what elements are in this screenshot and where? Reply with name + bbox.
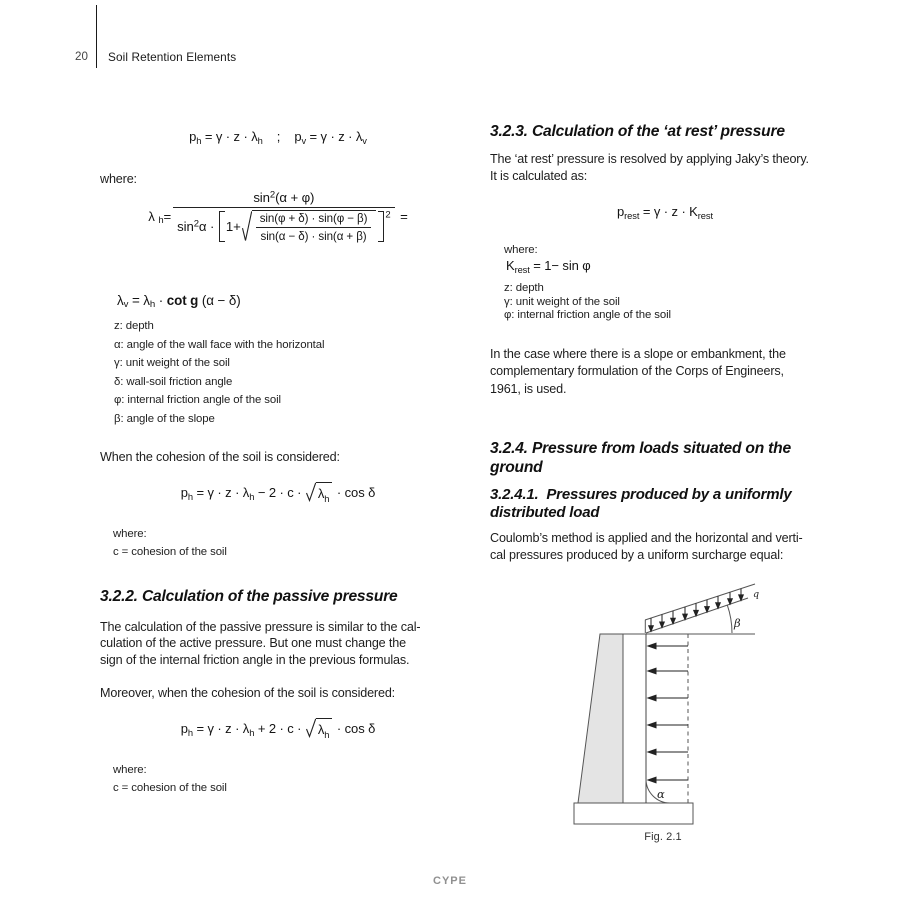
- formula-ph-minus: p h = γ · z · λ h − 2 · c · λ h · cos δ: [100, 482, 456, 502]
- paragraph-line: cal pressures produced by a uniform surcharge equal:: [490, 548, 784, 563]
- paragraph-323: [490, 151, 809, 186]
- formula-lambda-h: λ h = sin 2 (α + φ) sin 2 α · 1+ sin(φ + δ) · sin(φ − β) sin(α − δ) · sin(α + β) 2 =: [148, 189, 408, 243]
- pressure-arrows: [648, 643, 688, 783]
- paragraph-line: It is calculated as:: [490, 169, 588, 184]
- formula-k-rest: K rest = 1− sin φ: [506, 258, 591, 275]
- paragraph-line: complementary formulation of the Corps of Engineers,: [490, 364, 784, 379]
- definition-item: z: depth: [114, 320, 154, 332]
- formula-ph-pv: p h = γ · z · λ h ; p v = γ · z · λ v: [189, 129, 367, 146]
- paragraph-323b: [490, 346, 786, 398]
- symbol-definitions-right: [504, 282, 671, 323]
- section-title-line: ground: [490, 458, 543, 476]
- paragraph-line: culation of the active pressure. But one must change the: [100, 636, 406, 651]
- section-title-324: [490, 440, 791, 477]
- surcharge-q-label: q: [753, 589, 760, 600]
- footer-brand: CYPE: [433, 875, 467, 887]
- definition-item: γ: unit weight of the soil: [114, 357, 230, 370]
- figure-caption: Fig. 2.1: [644, 831, 682, 843]
- section-title-line: 3.2.4. Pressure from loads situated on the: [490, 440, 791, 457]
- section-title-323: 3.2.3. Calculation of the ‘at rest’ pressure: [490, 123, 785, 140]
- definition-item: α: angle of the wall face with the horizontal: [114, 338, 325, 351]
- paragraph-line: 1961, is used.: [490, 381, 567, 396]
- formula-lambda-v: λ v = λ h · cot g (α − δ): [117, 293, 241, 310]
- definition-item: γ: unit weight of the soil: [504, 295, 620, 308]
- wall-stem: [578, 634, 623, 803]
- beta-label: β: [734, 616, 741, 630]
- cohesion-definition: c = cohesion of the soil: [113, 546, 227, 558]
- where-label-right: where:: [504, 244, 538, 256]
- header-title: Soil Retention Elements: [108, 50, 237, 64]
- paragraph-line: In the case where there is a slope or embankment, the: [490, 347, 786, 361]
- where-label-3: where:: [113, 764, 147, 776]
- beta-arc: [727, 605, 732, 633]
- where-label-1: where:: [100, 172, 137, 186]
- paragraph-line: sign of the internal friction angle in the previous formulas.: [100, 652, 410, 667]
- definition-item: φ: internal friction angle of the soil: [504, 309, 671, 322]
- paragraph-line: The ‘at rest’ pressure is resolved by applying Jaky’s theory.: [490, 152, 809, 166]
- retaining-wall-figure: [552, 574, 778, 826]
- paragraph-322: [100, 619, 420, 668]
- section-title-line: distributed load: [490, 503, 600, 521]
- page-number: 20: [75, 50, 88, 63]
- definition-item: z: depth: [504, 282, 544, 294]
- moreover-intro: Moreover, when the cohesion of the soil is considered:: [100, 686, 396, 700]
- alpha-label: α: [657, 787, 665, 801]
- section-title-line: 3.2.4.1. Pressures produced by a uniformly: [490, 486, 792, 503]
- cohesion-intro: When the cohesion of the soil is considered:: [100, 450, 340, 464]
- wall-footing: [574, 803, 693, 824]
- where-label-2: where:: [113, 528, 147, 540]
- paragraph-3241: [490, 530, 803, 565]
- section-title-322: 3.2.2. Calculation of the passive pressure: [100, 588, 398, 605]
- paragraph-line: The calculation of the passive pressure is similar to the cal-: [100, 620, 421, 634]
- definition-item: δ: wall-soil friction angle: [114, 375, 233, 388]
- section-title-3241: [490, 486, 792, 521]
- formula-p-rest: p rest = γ · z · K rest: [617, 204, 713, 221]
- header-divider: [96, 5, 97, 68]
- symbol-definitions-left: [114, 317, 324, 429]
- definition-item: β: angle of the slope: [114, 412, 215, 425]
- formula-ph-plus: p h = γ · z · λ h + 2 · c · λ h · cos δ: [100, 718, 456, 738]
- paragraph-line: Coulomb’s method is applied and the horizontal and verti-: [490, 531, 803, 545]
- definition-item: φ: internal friction angle of the soil: [114, 394, 281, 407]
- cohesion-definition: c = cohesion of the soil: [113, 782, 227, 794]
